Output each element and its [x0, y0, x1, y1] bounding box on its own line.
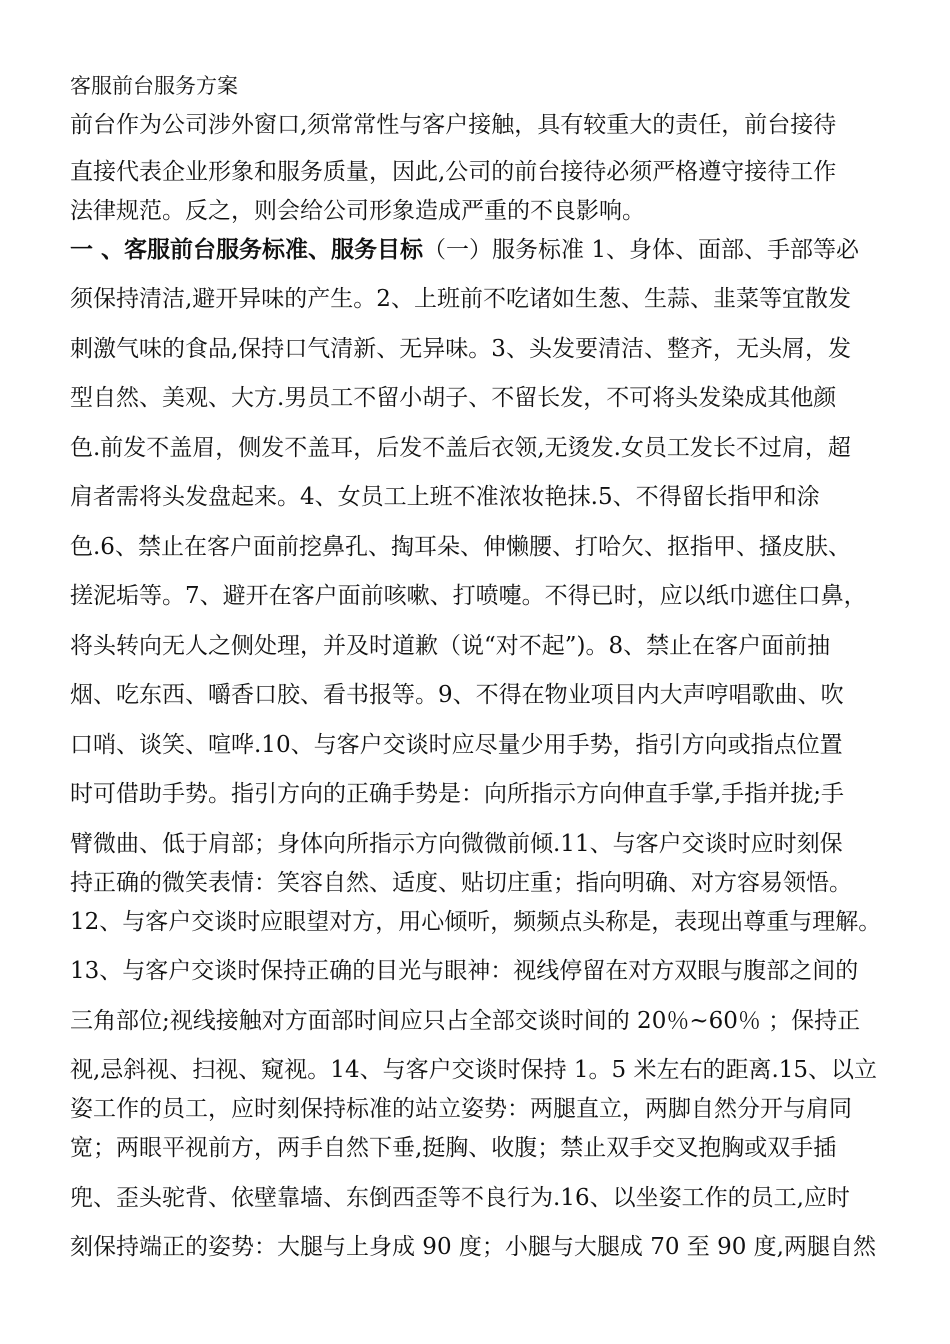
body-line: 色.6、禁止在客户面前挖鼻孔、掏耳朵、伸懒腰、打哈欠、抠指甲、搔皮肤、: [70, 534, 851, 560]
intro-line-3: 法律规范。反之，则会给公司形象造成严重的不良影响。: [70, 198, 645, 224]
section-1-first-line-text: （一）服务标准 1、身体、面部、手部等必: [423, 237, 859, 263]
body-line: 时可借助手势。指引方向的正确手势是：向所指示方向伸直手掌,手指并拢;手: [70, 781, 845, 807]
body-line: 持正确的微笑表情：笑容自然、适度、贴切庄重；指向明确、对方容易领悟。: [70, 870, 852, 896]
body-line: 三角部位;视线接触对方面部时间应只占全部交谈时间的 20％~60％ ；保持正: [70, 1008, 861, 1034]
intro-line-2: 直接代表企业形象和服务质量，因此,公司的前台接待必须严格遵守接待工作: [70, 159, 837, 185]
body-line: 肩者需将头发盘起来。4、女员工上班不准浓妆艳抹.5、不得留长指甲和涂: [70, 484, 820, 510]
section-1-heading: 一 、客服前台服务标准、服务目标: [70, 236, 424, 263]
body-line: 兜、歪头驼背、依壁靠墙、东倒西歪等不良行为.16、以坐姿工作的员工,应时: [70, 1185, 850, 1211]
body-line: 臂微曲、低于肩部；身体向所指示方向微微前倾.11、与客户交谈时应时刻保: [70, 831, 843, 857]
body-line: 色.前发不盖眉，侧发不盖耳，后发不盖后衣领,无烫发.女员工发长不过肩，超: [70, 435, 851, 461]
body-line: 12、与客户交谈时应眼望对方，用心倾听，频频点头称是，表现出尊重与理解。: [70, 909, 882, 935]
body-line: 烟、吃东西、嚼香口胶、看书报等。9、不得在物业项目内大声哼唱歌曲、吹: [70, 682, 844, 708]
intro-line-1: 前台作为公司涉外窗口,须常常性与客户接触，具有较重大的责任，前台接待: [70, 112, 837, 138]
document-title: 客服前台服务方案: [70, 74, 238, 98]
body-line: 搓泥垢等。7、避开在客户面前咳嗽、打喷嚏。不得已时，应以纸巾遮住口鼻，: [70, 583, 867, 609]
body-line: 型自然、美观、大方.男员工不留小胡子、不留长发，不可将头发染成其他颜: [70, 385, 837, 411]
body-line: 视,忌斜视、扫视、窥视。14、与客户交谈时保持 1。5 米左右的距离.15、以立: [70, 1057, 878, 1083]
section-1-first-line: [70, 235, 859, 265]
body-line: 将头转向无人之侧处理，并及时道歉（说“对不起”)。8、禁止在客户面前抽: [70, 633, 831, 659]
body-line: 口哨、谈笑、喧哗.10、与客户交谈时应尽量少用手势，指引方向或指点位置: [70, 732, 843, 758]
body-line: 刺激气味的食品,保持口气清新、无异味。3、头发要清洁、整齐，无头屑，发: [70, 336, 851, 362]
body-line: 姿工作的员工，应时刻保持标准的站立姿势：两腿直立，两脚自然分开与肩同: [70, 1096, 852, 1122]
body-line: 13、与客户交谈时保持正确的目光与眼神：视线停留在对方双眼与腹部之间的: [70, 958, 859, 984]
body-line: 须保持清洁,避开异味的产生。2、上班前不吃诸如生葱、生蒜、韭菜等宜散发: [70, 286, 851, 312]
body-line: 刻保持端正的姿势：大腿与上身成 90 度；小腿与大腿成 70 至 90 度,两腿自然: [70, 1234, 876, 1260]
body-line: 宽；两眼平视前方，两手自然下垂,挺胸、收腹；禁止双手交叉抱胸或双手插: [70, 1135, 837, 1161]
